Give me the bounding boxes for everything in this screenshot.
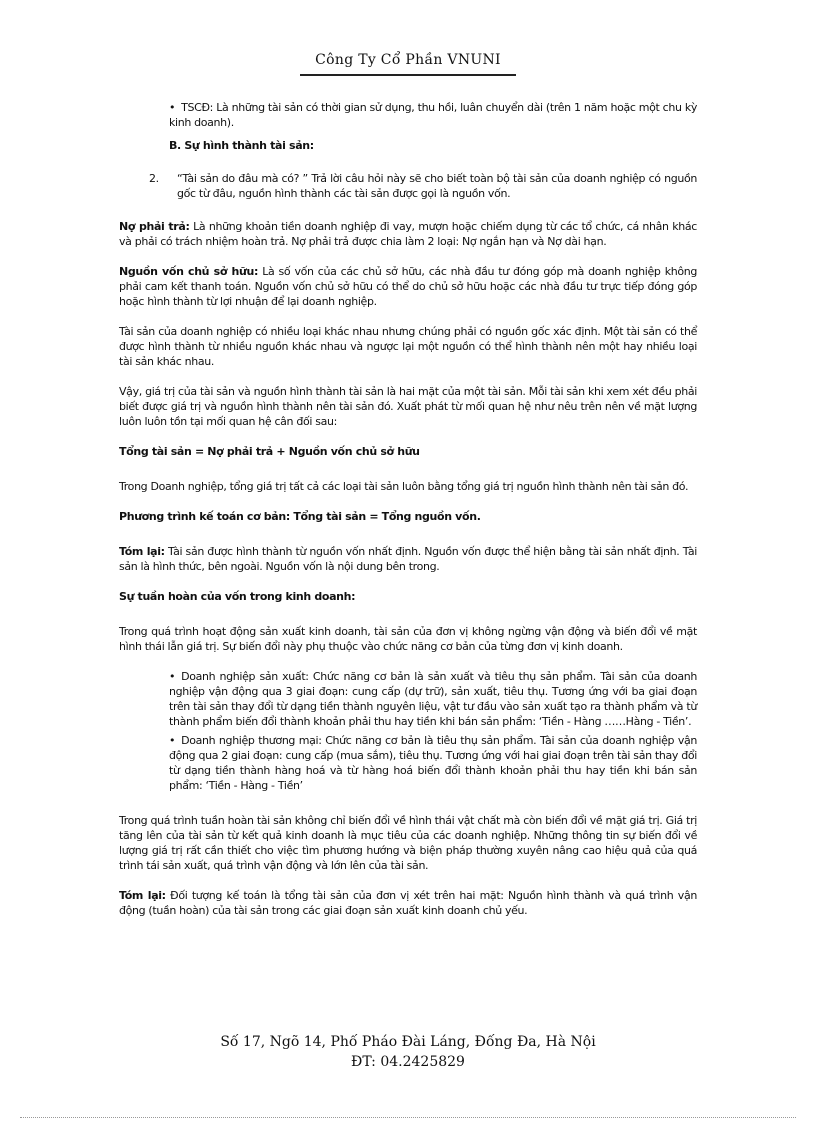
list-item	[169, 733, 697, 793]
page-footer	[0, 1032, 816, 1072]
numbered-item-2	[149, 171, 697, 201]
paragraph-trong-doanh-nghiep: Trong Doanh nghiệp, tổng giá trị tất cả các loại tài sản luôn bằng tổng giá trị nguồn hình thành nên tài sản đó.	[119, 480, 689, 493]
term-no-phai-tra: Nợ phải trả:	[119, 220, 190, 233]
paragraph-vay: Vậy, giá trị của tài sản và nguồn hình thành tài sản là hai mặt của một tài sản. Mỗi tài sản khi xem xét đều phải biết được giá trị và nguồn hình thành nên tài sản đó. Xuất phát từ mối quan hệ như nêu trên nên về mặt lượng luôn luôn tồn tại mối quan hệ cân đối sau:	[119, 385, 697, 428]
tscd-text: TSCĐ: Là những tài sản có thời gian sử dụng, thu hồi, luân chuyển dài (trên 1 năm hoặc một chu kỳ kinh doanh).	[169, 101, 697, 129]
section-b-heading: B. Sự hình thành tài sản:	[169, 139, 314, 152]
page-header-company: Công Ty Cổ Phần VNUNI	[300, 52, 516, 76]
footer-address: Số 17, Ngõ 14, Phố Pháo Đài Láng, Đống Đa, Hà Nội	[220, 1034, 596, 1050]
bullet-icon: •	[169, 670, 176, 683]
tscd-list	[169, 100, 697, 130]
bullet-text: Doanh nghiệp thương mại: Chức năng cơ bản là tiêu thụ sản phẩm. Tài sản của doanh nghiệp vận động qua 2 giai đoạn: cung cấp (mua sắm), tiêu thụ. Tương ứng với hai giai đoạn trên tài sản thay đổi từ dạng tiền thành hàng hoá và từ hàng hoá biến đổi thành khoản phải thu hay tiền khi bán sản phẩm: ‘Tiền - Hàng - Tiền’	[169, 734, 697, 792]
paragraph-tuan-hoan: Trong quá trình tuần hoàn tài sản không chỉ biến đổi về hình thái vật chất mà còn biến đổi về mặt giá trị. Giá trị tăng lên của tài sản từ kết quả kinh doanh là mục tiêu của các doanh nghiệp. Những thông tin sự biến đổi về lượng giá trị rất cần thiết cho việc tìm phương hướng và biện pháp thường xuyên nâng cao hiệu quả của quá trình tái sản xuất, quá trình vận động và lớn lên của tài sản.	[119, 814, 697, 872]
item-2-text: “Tài sản do đâu mà có? ” Trả lời câu hỏi này sẽ cho biết toàn bộ tài sản của doanh nghiệp có nguồn gốc từ đâu, nguồn hình thành các tài sản được gọi là nguồn vốn.	[177, 172, 697, 200]
paragraph-qua-trinh: Trong quá trình hoạt động sản xuất kinh doanh, tài sản của đơn vị không ngừng vận động và biến đổi về mặt hình thái lẫn giá trị. Sự biến đổi này phụ thuộc vào chức năng cơ bản của từng đơn vị kinh doanh.	[119, 625, 697, 653]
term-nguon-von: Nguồn vốn chủ sở hữu:	[119, 265, 259, 278]
term-tom-lai-1: Tóm lại:	[119, 545, 165, 558]
term-tom-lai-2: Tóm lại:	[119, 889, 166, 902]
item-number: 2.	[149, 172, 159, 185]
bullet-icon: •	[169, 101, 176, 114]
page-bottom-divider	[20, 1117, 796, 1118]
business-type-list	[169, 669, 697, 793]
paragraph-nguon-von	[119, 264, 697, 309]
paragraph-no-phai-tra	[119, 219, 697, 249]
text-tom-lai-1: Tài sản được hình thành từ nguồn vốn nhất định. Nguồn vốn được thể hiện bằng tài sản nhất định. Tài sản là hình thức, bên ngoài. Nguồn vốn là nội dung bên trong.	[119, 545, 697, 573]
text-nguon-von: Là số vốn của các chủ sở hữu, các nhà đầu tư đóng góp mà doanh nghiệp không phải cam kết thanh toán. Nguồn vốn chủ sở hữu có thể do chủ sở hữu hoặc các nhà đầu tư trực tiếp đóng góp hoặc hình thành từ lợi nhuận để lại doanh nghiệp.	[119, 265, 697, 308]
bullet-text: Doanh nghiệp sản xuất: Chức năng cơ bản là sản xuất và tiêu thụ sản phẩm. Tài sản của doanh nghiệp vận động qua 3 giai đoạn: cung cấp (dự trữ), sản xuất, tiêu thụ. Tương ứng với ba giai đoạn trên tài sản thay đổi từ dạng tiền thành nguyên liệu, vật tư đầu vào sản xuất tạo ra thành phẩm và từ thành phẩm biến đổi thành khoản phải thu hay tiền khi bán sản phẩm: ‘Tiền - Hàng ……Hàng - Tiền’.	[169, 670, 697, 728]
formula-basic-equation: Phương trình kế toán cơ bản: Tổng tài sản = Tổng nguồn vốn.	[119, 510, 481, 523]
tscd-item	[169, 100, 697, 130]
paragraph-tom-lai-1	[119, 544, 697, 574]
paragraph-tai-san: Tài sản của doanh nghiệp có nhiều loại khác nhau nhưng chúng phải có nguồn gốc xác định. Một tài sản có thể được hình thành từ nhiều nguồn khác nhau và ngược lại một nguồn có thể hình thành nên một hay nhiều loại tài sản khác nhau.	[119, 325, 697, 368]
text-no-phai-tra: Là những khoản tiền doanh nghiệp đi vay, mượn hoặc chiếm dụng từ các tổ chức, cá nhân khác và phải có trách nhiệm hoàn trả. Nợ phải trả được chia làm 2 loại: Nợ ngắn hạn và Nợ dài hạn.	[119, 220, 697, 248]
bullet-icon: •	[169, 734, 176, 747]
text-tom-lai-2: Đối tượng kế toán là tổng tài sản của đơn vị xét trên hai mặt: Nguồn hình thành và quá trình vận động (tuần hoàn) của tài sản trong các giai đoạn sản xuất kinh doanh chủ yếu.	[119, 889, 697, 917]
paragraph-tom-lai-2	[119, 888, 697, 918]
heading-tuan-hoan: Sự tuần hoàn của vốn trong kinh doanh:	[119, 590, 356, 603]
document-body	[119, 100, 697, 933]
footer-phone: ĐT: 04.2425829	[351, 1054, 465, 1070]
formula-balance: Tổng tài sản = Nợ phải trả + Nguồn vốn chủ sở hữu	[119, 445, 420, 458]
list-item	[169, 669, 697, 729]
